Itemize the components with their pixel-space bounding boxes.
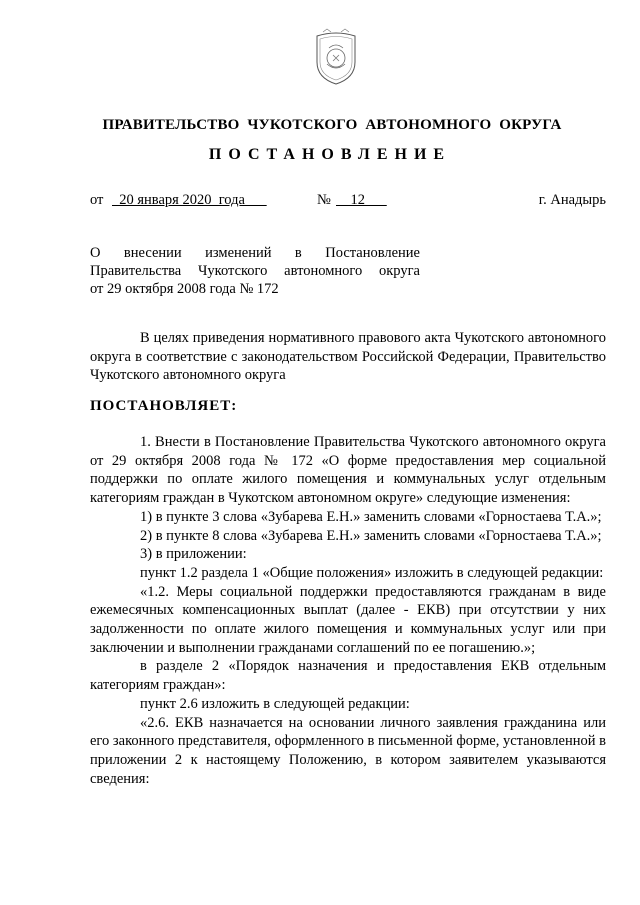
number-label: № <box>317 192 331 208</box>
coat-of-arms-emblem <box>311 28 361 86</box>
paragraph: 2) в пункте 8 слова «Зубарева Е.Н.» заменить словами «Горностаева Т.А.»; <box>140 527 602 544</box>
resolves-heading: ПОСТАНОВЛЯЕТ: <box>90 398 238 414</box>
subject-line: Правительства Чукотского автономного округа <box>90 263 420 279</box>
document-date: 20 января 2020 года <box>112 192 267 208</box>
paragraph: 1) в пункте 3 слова «Зубарева Е.Н.» заменить словами «Горностаева Т.А.»; <box>140 508 602 525</box>
paragraph: 1. Внести в Постановление Правительства Чукотского автономного округа от 29 октября 2008 года № 172 «О форме предоставления мер социальной поддержки по оплате жилого помещения и коммунальных услуг отдельным категориям граждан в Чукотском автономном округе» следующие изменения: <box>90 434 606 507</box>
preamble-text: В целях приведения нормативного правового акта Чукотского автономного округа в соответствие с законодательством Российской Федерации, Правительство Чукотского автономного округа <box>90 330 606 384</box>
subject-line: от 29 октября 2008 года № 172 <box>90 281 279 297</box>
date-label: от <box>90 192 104 208</box>
paragraph: 3) в приложении: <box>140 546 247 563</box>
paragraph: пункт 2.6 изложить в следующей редакции: <box>140 695 410 712</box>
paragraph: пункт 1.2 раздела 1 «Общие положения» изложить в следующей редакции: <box>140 564 604 581</box>
preamble <box>90 329 606 385</box>
paragraph: «1.2. Меры социальной поддержки предоставляются гражданам в виде ежемесячных компенсационных выплат (далее - ЕКВ) при отсутствии у них задолженности по оплате жилого помещения и коммунальных услуг или при заключении и выполнении гражданами соглашений по ее погашению.»; <box>90 583 606 656</box>
document-number: 12 <box>336 192 387 208</box>
document-subject <box>90 244 420 298</box>
subject-line: О внесении изменений в Постановление <box>90 245 420 261</box>
paragraph: «2.6. ЕКВ назначается на основании личного заявления гражданина или его законного представителя, оформленного в письменной форме, установленной в приложении 2 к настоящему Положению, в котором заявителем указываются сведения: <box>90 714 606 787</box>
paragraph: в разделе 2 «Порядок назначения и предоставления ЕКВ отдельным категориям граждан»: <box>90 658 606 694</box>
document-city: г. Анадырь <box>538 192 606 208</box>
document-meta-row <box>90 192 606 212</box>
government-title: ПРАВИТЕЛЬСТВО ЧУКОТСКОГО АВТОНОМНОГО ОКРУГА <box>102 117 562 133</box>
document-type: ПОСТАНОВЛЕНИЕ <box>208 146 452 163</box>
document-body <box>90 433 606 788</box>
